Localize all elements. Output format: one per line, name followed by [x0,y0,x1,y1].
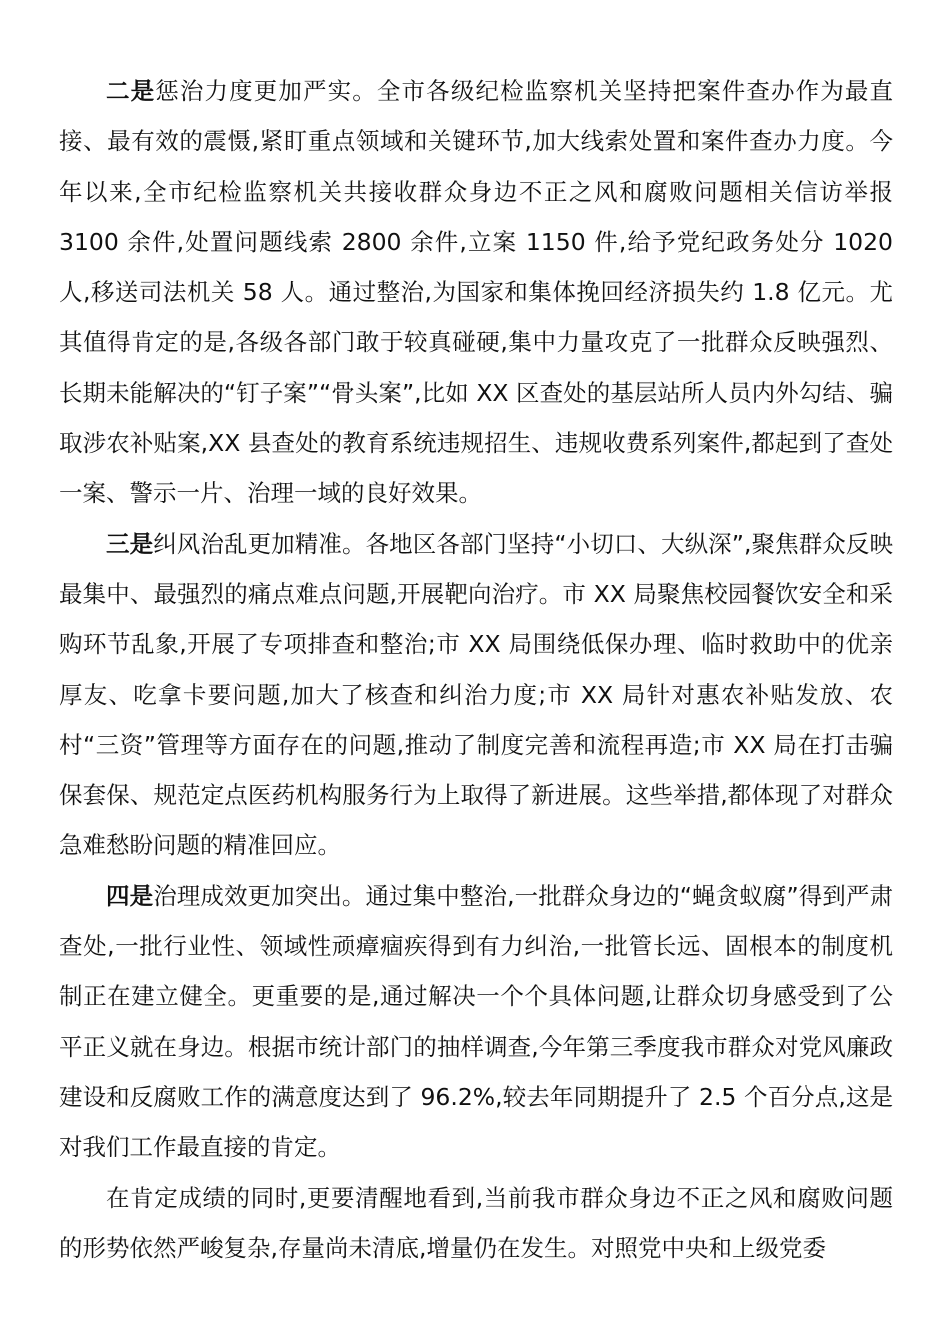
paragraph-5 [59,1173,893,1274]
paragraph-lead: 二是 [106,77,156,105]
paragraph-text: 在肯定成绩的同时,更要清醒地看到,当前我市群众身边不正之风和腐败问题的形势依然严峻复杂,存量尚未清底,增量仍在发生。对照党中央和上级党委 [59,1183,893,1262]
paragraph-text: 纠风治乱更加精准。各地区各部门坚持“小切口、大纵深”,聚焦群众反映最集中、最强烈的痛点难点问题,开展靶向治疗。市 XX 局聚焦校园餐饮安全和采购环节乱象,开展了专项排查和整治;市 XX 局围绕低保办理、临时救助中的优亲厚友、吃拿卡要问题,加大了核查和纠治力度;市 XX 局针对惠农补贴发放、农村“三资”管理等方面存在的问题,推动了制度完善和流程再造;市 XX 局在打击骗保套保、规范定点医药机构服务行为上取得了新进展。这些举措,都体现了对群众急难愁盼问题的精准回应。 [59,529,894,860]
paragraph-text: 惩治力度更加严实。全市各级纪检监察机关坚持把案件查办作为最直接、最有效的震慑,紧盯重点领域和关键环节,加大线索处置和案件查办力度。今年以来,全市纪检监察机关共接收群众身边不正之风和腐败问题相关信访举报 3100 余件,处置问题线索 2800 余件,立案 1150 件,给予党纪政务处分 1020 人,移送司法机关 58 人。通过整治,为国家和集体挽回经济损失约 1.8 亿元。尤其值得肯定的是,各级各部门敢于较真碰硬,集中力量攻克了一批群众反映强烈、长期未能解决的“钉子案”“骨头案”,比如 XX 区查处的基层站所人员内外勾结、骗取涉农补贴案,XX 县查处的教育系统违规招生、违规收费系列案件,都起到了查处一案、警示一片、治理一域的良好效果。 [59,77,894,508]
paragraph-lead: 三是 [106,529,154,558]
paragraph-text: 治理成效更加突出。通过集中整治,一批群众身边的“蝇贪蚁腐”得到严肃查处,一批行业性、领域性顽瘴痼疾得到有力纠治,一批管长远、固根本的制度机制正在建立健全。更重要的是,通过解决一个个具体问题,让群众切身感受到了公平正义就在身边。根据市统计部门的抽样调查,今年第三季度我市群众对党风廉政建设和反腐败工作的满意度达到了 96.2%,较去年同期提升了 2.5 个百分点,这是对我们工作最直接的肯定。 [59,881,893,1162]
paragraph-lead: 四是 [106,881,154,910]
paragraph-4 [59,871,893,1173]
document-body [59,66,893,1273]
paragraph-2 [59,66,893,519]
paragraph-3 [59,519,893,871]
